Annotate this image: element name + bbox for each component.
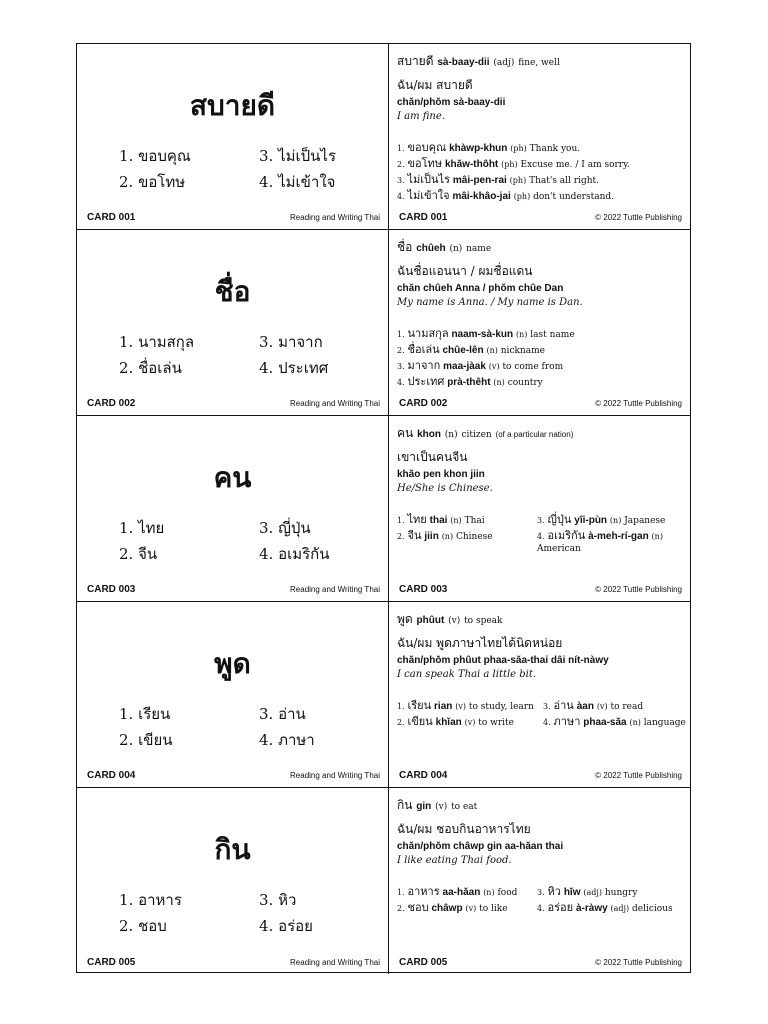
sentence-romanization: chăn/phŏm phûut phaa-săa-thai dâi nít-nàwy <box>397 655 609 666</box>
option-3: 3. หิว <box>259 891 297 909</box>
vocab-meaning: don't understand. <box>533 192 615 202</box>
vocab-meaning: food <box>497 888 518 898</box>
vocab-item <box>397 898 508 916</box>
card-front <box>77 44 389 229</box>
vocab-thai: ชื่อเล่น <box>407 343 440 356</box>
vocab-romanization: àan <box>576 701 594 712</box>
sentence-romanization: chăn chûeh Anna / phŏm chûe Dan <box>397 283 564 294</box>
part-of-speech: (n) <box>444 430 458 440</box>
vocab-meaning: Japanese <box>624 516 666 526</box>
vocab-romanization: phaa-săa <box>583 717 627 728</box>
book-title: Reading and Writing Thai <box>290 399 380 408</box>
headword-thai: พูด <box>397 612 413 626</box>
card-front <box>77 230 389 415</box>
headword-romanization: sà-baay-dii <box>437 57 490 68</box>
headword-thai: สบายดี <box>397 54 434 68</box>
option-2: 2. เขียน <box>119 731 173 749</box>
vocab-thai: ไม่เป็นไร <box>407 173 451 186</box>
headword-thai: ชื่อ <box>397 240 413 254</box>
copyright: © 2022 Tuttle Publishing <box>595 771 682 780</box>
flashcard-sheet <box>76 43 691 973</box>
example-sentence <box>397 448 687 494</box>
headword-meaning: fine, well <box>518 58 560 68</box>
sentence-romanization: khăo pen khon jiin <box>397 469 485 480</box>
card-back <box>389 602 690 787</box>
vocab-number: 2. <box>397 718 405 727</box>
example-sentence <box>397 820 687 866</box>
headword-meaning: citizen <box>461 430 492 440</box>
vocab-meaning: country <box>507 378 543 388</box>
vocab-thai: ภาษา <box>553 715 581 728</box>
card-number: CARD 004 <box>87 770 136 781</box>
vocab-romanization: hĭw <box>563 887 581 898</box>
vocab-pos: (n) <box>450 516 462 525</box>
vocab-pos: (v) <box>455 702 467 711</box>
card-number: CARD 002 <box>87 398 136 409</box>
card-front <box>77 788 389 974</box>
vocab-romanization: maa-jàak <box>443 361 486 372</box>
vocab-meaning: Thai <box>464 516 485 526</box>
vocab-pos: (ph) <box>501 160 518 169</box>
card-number: CARD 003 <box>399 584 448 595</box>
vocab-meaning: hungry <box>604 888 638 898</box>
vocab-item <box>543 712 686 730</box>
sentence-translation: I am fine. <box>397 111 445 122</box>
headword <box>397 424 573 443</box>
vocab-pos: (n) <box>441 532 454 541</box>
sentence-thai: ฉัน/ผม สบายดี <box>397 78 473 92</box>
vocab-romanization: mâi-pen-rai <box>452 175 507 186</box>
vocab-number: 2. <box>397 160 405 169</box>
vocab-number: 3. <box>537 516 545 525</box>
part-of-speech: (v) <box>435 802 448 812</box>
copyright: © 2022 Tuttle Publishing <box>595 399 682 408</box>
headword <box>397 610 502 629</box>
vocab-number: 2. <box>397 904 405 913</box>
sentence-thai: ฉันชื่อแอนนา / ผมชื่อแดน <box>397 264 533 278</box>
vocab-romanization: mâi-khâo-jai <box>452 191 511 202</box>
card-back <box>389 230 690 415</box>
option-3: 3. อ่าน <box>259 705 306 723</box>
sentence-translation: I can speak Thai a little bit. <box>397 669 537 680</box>
sentence-romanization: chăn/phŏm châwp gin aa-hăan thai <box>397 841 564 852</box>
headword-romanization: chûeh <box>416 243 446 254</box>
vocab-number: 3. <box>397 176 405 185</box>
option-4: 4. ไม่เข้าใจ <box>259 173 336 191</box>
vocab-thai: ญี่ปุ่น <box>547 513 572 526</box>
vocab-pos: (ph) <box>510 144 527 153</box>
vocab-number: 3. <box>537 888 545 897</box>
book-title: Reading and Writing Thai <box>290 585 380 594</box>
copyright: © 2022 Tuttle Publishing <box>595 585 682 594</box>
vocab-thai: เขียน <box>407 715 433 728</box>
vocab-pos: (ph) <box>513 192 531 201</box>
card-back <box>389 44 690 229</box>
vocab-meaning: American <box>537 544 581 554</box>
part-of-speech: (v) <box>448 616 461 626</box>
vocab-pos: (n) <box>516 330 528 339</box>
vocab-thai: ไม่เข้าใจ <box>407 189 450 202</box>
option-1: 1. อาหาร <box>119 891 182 909</box>
vocab-thai: ชอบ <box>407 901 429 914</box>
vocab-pos: (v) <box>465 904 477 913</box>
option-2: 2. ขอโทษ <box>119 173 186 191</box>
vocab-romanization: khĭan <box>435 717 462 728</box>
card-number: CARD 005 <box>87 957 136 968</box>
vocab-pos: (n) <box>486 346 498 355</box>
sentence-translation: I like eating Thai food. <box>397 855 512 866</box>
headword-note: (of a particular nation) <box>495 430 574 439</box>
vocab-meaning: last name <box>530 330 575 340</box>
option-4: 4. ภาษา <box>259 731 315 749</box>
book-title: Reading and Writing Thai <box>290 213 380 222</box>
vocab-number: 1. <box>397 330 405 339</box>
option-4: 4. ประเทศ <box>259 359 329 377</box>
card-row-3 <box>77 416 690 602</box>
vocab-number: 1. <box>397 516 405 525</box>
book-title: Reading and Writing Thai <box>290 958 380 967</box>
vocab-item <box>397 186 614 204</box>
vocab-number: 4. <box>537 532 545 541</box>
sentence-thai: ฉัน/ผม พูดภาษาไทยได้นิดหน่อย <box>397 636 563 650</box>
headword <box>397 52 560 71</box>
vocab-number: 1. <box>397 888 405 897</box>
vocab-pos: (n) <box>629 718 641 727</box>
vocab-meaning: nickname <box>500 346 545 356</box>
vocab-thai: อาหาร <box>407 885 440 898</box>
vocab-romanization: prà-thêht <box>447 377 491 388</box>
headword-romanization: phûut <box>416 615 445 626</box>
vocab-thai: ประเทศ <box>407 375 445 388</box>
vocab-pos: (n) <box>493 378 505 387</box>
sentence-translation: He/She is Chinese. <box>397 483 493 494</box>
headword-meaning: name <box>466 244 492 254</box>
vocab-number: 4. <box>397 378 405 387</box>
book-title: Reading and Writing Thai <box>290 771 380 780</box>
option-1: 1. ไทย <box>119 519 165 537</box>
vocab-thai: อร่อย <box>547 901 574 914</box>
vocab-number: 1. <box>397 702 405 711</box>
vocab-item <box>397 712 514 730</box>
vocab-number: 1. <box>397 144 405 153</box>
headword-thai: กิน <box>397 798 413 812</box>
vocab-thai: นามสกุล <box>407 327 449 340</box>
vocab-pos: (adj) <box>610 904 630 913</box>
vocab-pos: (v) <box>596 702 608 711</box>
vocab-meaning: Chinese <box>455 532 493 542</box>
headword-meaning: to speak <box>464 616 503 626</box>
sentence-thai: เขาเป็นคนจีน <box>397 450 468 464</box>
vocab-meaning: delicious <box>632 904 673 914</box>
card-word: สบายดี <box>189 89 276 122</box>
vocab-pos: (ph) <box>509 176 527 185</box>
sentence-thai: ฉัน/ผม ชอบกินอาหารไทย <box>397 822 531 836</box>
vocab-number: 2. <box>397 532 405 541</box>
vocab-item <box>537 898 673 916</box>
card-row-1 <box>77 44 690 230</box>
option-3: 3. ญี่ปุ่น <box>259 519 311 537</box>
vocab-pos: (n) <box>609 516 622 525</box>
vocab-romanization: chûe-lên <box>442 345 484 356</box>
option-1: 1. ขอบคุณ <box>119 147 191 165</box>
vocab-meaning: to write <box>478 718 515 728</box>
option-3: 3. มาจาก <box>259 333 323 351</box>
vocab-pos: (adj) <box>583 888 602 897</box>
vocab-pos: (v) <box>488 362 500 371</box>
card-row-4 <box>77 602 690 788</box>
headword-romanization: gin <box>416 801 432 812</box>
option-1: 1. เรียน <box>119 705 171 723</box>
vocab-thai: มาจาก <box>407 359 441 372</box>
example-sentence <box>397 262 687 308</box>
vocab-romanization: yîi-pùn <box>574 515 608 526</box>
vocab-thai: หิว <box>547 885 561 898</box>
vocab-meaning: language <box>643 718 686 728</box>
copyright: © 2022 Tuttle Publishing <box>595 213 682 222</box>
vocab-romanization: châwp <box>431 903 463 914</box>
vocab-number: 4. <box>537 904 545 913</box>
vocab-thai: ขอบคุณ <box>407 141 447 154</box>
card-word: กิน <box>214 833 251 866</box>
sentence-romanization: chăn/phŏm sà-baay-dii <box>397 97 506 108</box>
part-of-speech: (n) <box>449 244 463 254</box>
card-word: ชื่อ <box>214 275 251 308</box>
vocab-romanization: naam-sà-kun <box>451 329 514 340</box>
vocab-pos: (n) <box>483 888 495 897</box>
vocab-thai: ไทย <box>407 513 427 526</box>
card-number: CARD 001 <box>87 212 136 223</box>
part-of-speech: (adj) <box>493 58 515 68</box>
vocab-meaning: That's all right. <box>529 176 599 186</box>
vocab-number: 2. <box>397 346 405 355</box>
vocab-meaning: to come from <box>502 362 564 372</box>
vocab-thai: ขอโทษ <box>407 157 443 170</box>
card-number: CARD 002 <box>399 398 448 409</box>
option-2: 2. จีน <box>119 545 158 563</box>
vocab-meaning: to like <box>479 904 508 914</box>
vocab-romanization: khăw-thôht <box>444 159 499 170</box>
vocab-number: 3. <box>543 702 551 711</box>
vocab-thai: อเมริกัน <box>547 529 586 542</box>
vocab-pos: (n) <box>651 532 663 541</box>
card-word: คน <box>213 461 252 494</box>
headword <box>397 238 491 257</box>
card-row-5 <box>77 788 690 974</box>
card-number: CARD 005 <box>399 957 448 968</box>
sentence-translation: My name is Anna. / My name is Dan. <box>397 297 583 308</box>
headword-meaning: to eat <box>451 802 478 812</box>
option-4: 4. อร่อย <box>259 917 313 935</box>
vocab-thai: อ่าน <box>553 699 574 712</box>
option-2: 2. ชื่อเล่น <box>119 359 182 377</box>
vocab-pos: (v) <box>464 718 476 727</box>
card-back <box>389 788 690 974</box>
vocab-number: 4. <box>543 718 551 727</box>
vocab-thai: จีน <box>407 529 422 542</box>
example-sentence <box>397 634 687 680</box>
vocab-romanization: à-ràwy <box>575 903 608 914</box>
card-number: CARD 001 <box>399 212 448 223</box>
card-number: CARD 004 <box>399 770 448 781</box>
vocab-meaning: to read <box>610 702 644 712</box>
headword-thai: คน <box>397 426 414 440</box>
card-front <box>77 416 389 601</box>
vocab-item <box>397 526 493 544</box>
headword-romanization: khon <box>417 429 441 440</box>
vocab-item <box>397 372 543 390</box>
card-row-2 <box>77 230 690 416</box>
vocab-number: 4. <box>397 192 405 201</box>
vocab-romanization: khàwp-khun <box>449 143 508 154</box>
option-1: 1. นามสกุล <box>119 333 195 351</box>
vocab-item <box>537 526 687 554</box>
copyright: © 2022 Tuttle Publishing <box>595 958 682 967</box>
vocab-meaning: Excuse me. / I am sorry. <box>520 160 630 170</box>
headword <box>397 796 477 815</box>
vocab-romanization: aa-hăan <box>442 887 481 898</box>
option-3: 3. ไม่เป็นไร <box>259 147 337 165</box>
card-number: CARD 003 <box>87 584 136 595</box>
card-back <box>389 416 690 601</box>
option-2: 2. ชอบ <box>119 917 167 935</box>
vocab-romanization: jiin <box>424 531 439 542</box>
vocab-romanization: thai <box>429 515 448 526</box>
option-4: 4. อเมริกัน <box>259 545 330 563</box>
vocab-number: 3. <box>397 362 405 371</box>
vocab-meaning: Thank you. <box>529 144 581 154</box>
vocab-romanization: rian <box>434 701 453 712</box>
card-front <box>77 602 389 787</box>
example-sentence <box>397 76 687 122</box>
vocab-meaning: to study, learn <box>468 702 534 712</box>
vocab-thai: เรียน <box>407 699 432 712</box>
card-word: พูด <box>214 647 251 680</box>
vocab-romanization: à-meh-rí-gan <box>588 531 649 542</box>
